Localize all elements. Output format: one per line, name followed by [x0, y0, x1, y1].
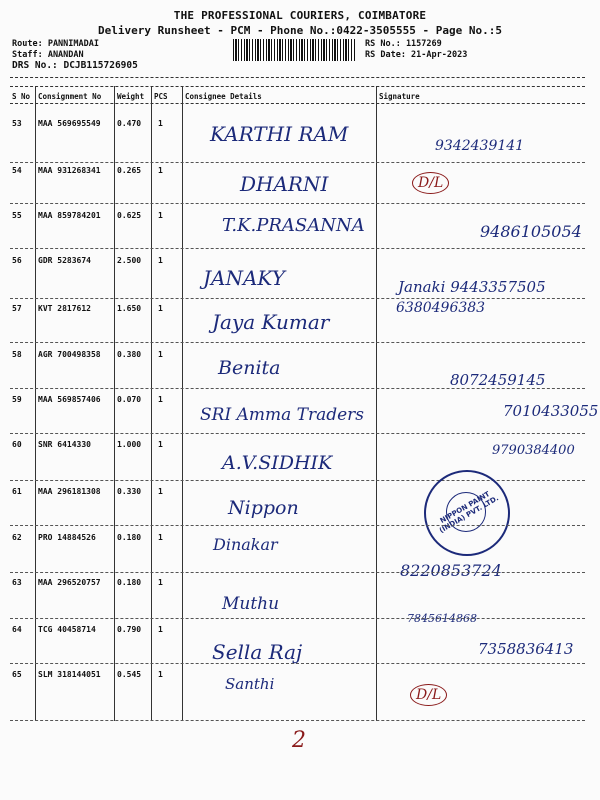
row-divider [10, 525, 585, 526]
row-divider [10, 480, 585, 481]
row-weight: 2.500 [117, 256, 142, 265]
row-weight: 0.790 [117, 625, 142, 634]
row-weight: 0.265 [117, 166, 142, 175]
row-pcs: 1 [158, 304, 163, 313]
row-consignee: SRI Amma Traders [200, 405, 365, 425]
row-consignee: T.K.PRASANNA [222, 215, 365, 236]
row-divider [10, 248, 585, 249]
row-sno: 59 [12, 395, 22, 404]
row-consignee: Jaya Kumar [212, 310, 330, 334]
row-sno: 64 [12, 625, 22, 634]
row-weight: 0.625 [117, 211, 142, 220]
row-consignee: Benita [218, 357, 281, 379]
column-divider [35, 86, 36, 721]
column-divider [182, 86, 183, 721]
row-consignment: MAA 296181308 [38, 487, 101, 496]
row-consignee: Santhi [225, 675, 275, 693]
row-sno: 65 [12, 670, 22, 679]
row-sno: 56 [12, 256, 22, 265]
row-divider [10, 388, 585, 389]
row-pcs: 1 [158, 487, 163, 496]
row-consignee: Sella Raj [212, 640, 303, 664]
route-label: Route: PANNIMADAI [12, 39, 99, 49]
row-consignee: Muthu [222, 594, 280, 614]
row-weight: 0.380 [117, 350, 142, 359]
col-header-consignee: Consignee Details [185, 92, 262, 101]
row-sno: 54 [12, 166, 22, 175]
row-signature: 6380496383 [396, 300, 486, 316]
row-pcs: 1 [158, 119, 163, 128]
row-weight: 0.180 [117, 533, 142, 542]
row-signature: 9486105054 [480, 222, 582, 241]
row-weight: 0.180 [117, 578, 142, 587]
row-consignment: GDR 5283674 [38, 256, 91, 265]
row-weight: 0.545 [117, 670, 142, 679]
row-consignment: MAA 569857406 [38, 395, 101, 404]
col-header-signature: Signature [379, 92, 420, 101]
drs-number: DRS No.: DCJB115726905 [12, 60, 138, 71]
col-header-weight: Weight [117, 92, 145, 101]
barcode-image [233, 39, 355, 61]
row-sno: 63 [12, 578, 22, 587]
row-divider [10, 162, 585, 163]
col-header-consignment: Consignment No [38, 92, 102, 101]
row-divider [10, 572, 585, 573]
column-divider [376, 86, 377, 721]
table-bottom-border [10, 720, 585, 721]
column-divider [151, 86, 152, 721]
row-signature: D/L [410, 684, 447, 706]
table-top-border [10, 86, 585, 87]
header-divider [10, 77, 585, 78]
row-divider [10, 298, 585, 299]
row-pcs: 1 [158, 533, 163, 542]
header-row-border [10, 103, 585, 104]
row-signature: Janaki 9443357505 [398, 278, 546, 296]
row-sno: 60 [12, 440, 22, 449]
row-signature: 7845614868 [407, 612, 477, 625]
handwritten-page-mark: 2 [292, 728, 306, 753]
row-consignment: TCG 40458714 [38, 625, 96, 634]
row-signature: D/L [412, 172, 449, 194]
row-pcs: 1 [158, 256, 163, 265]
staff-label: Staff: ANANDAN [12, 50, 84, 60]
rs-number: RS No.: 1157269 [365, 39, 442, 49]
row-pcs: 1 [158, 670, 163, 679]
row-consignment: MAA 296520757 [38, 578, 101, 587]
row-divider [10, 342, 585, 343]
row-pcs: 1 [158, 440, 163, 449]
row-consignment: KVT 2817612 [38, 304, 91, 313]
row-pcs: 1 [158, 578, 163, 587]
row-weight: 1.650 [117, 304, 142, 313]
row-sno: 61 [12, 487, 22, 496]
column-divider [114, 86, 115, 721]
row-sno: 53 [12, 119, 22, 128]
row-sno: 62 [12, 533, 22, 542]
company-stamp [424, 470, 510, 556]
company-title: THE PROFESSIONAL COURIERS, COIMBATORE [173, 9, 427, 22]
row-consignment: SLM 318144051 [38, 670, 101, 679]
row-weight: 1.000 [117, 440, 142, 449]
row-signature: 7358836413 [478, 640, 574, 658]
row-pcs: 1 [158, 350, 163, 359]
row-consignment: AGR 700498358 [38, 350, 101, 359]
row-consignment: MAA 569695549 [38, 119, 101, 128]
row-sno: 57 [12, 304, 22, 313]
row-signature: 8220853724 [400, 561, 502, 580]
row-consignee: Nippon [228, 497, 299, 519]
row-consignment: PRO 14884526 [38, 533, 96, 542]
row-signature: 7010433055 [503, 402, 599, 420]
row-weight: 0.330 [117, 487, 142, 496]
row-pcs: 1 [158, 395, 163, 404]
stamp-text: NIPPON PAINT (INDIA) PVT. LTD. [437, 490, 501, 535]
row-consignment: MAA 859784201 [38, 211, 101, 220]
row-signature: 9790384400 [492, 443, 575, 458]
row-consignee: A.V.SIDHIK [222, 452, 333, 474]
runsheet-subtitle: Delivery Runsheet - PCM - Phone No.:0422-3505555 - Page No.:5 [98, 24, 502, 37]
row-divider [10, 203, 585, 204]
row-divider [10, 663, 585, 664]
row-divider [10, 433, 585, 434]
row-consignment: SNR 6414330 [38, 440, 91, 449]
row-consignee: Dinakar [213, 535, 278, 554]
row-weight: 0.470 [117, 119, 142, 128]
col-header-pcs: PCS [154, 92, 168, 101]
row-sno: 55 [12, 211, 22, 220]
row-signature: 9342439141 [435, 138, 525, 154]
row-weight: 0.070 [117, 395, 142, 404]
row-sno: 58 [12, 350, 22, 359]
row-pcs: 1 [158, 211, 163, 220]
row-pcs: 1 [158, 625, 163, 634]
row-signature: 8072459145 [450, 371, 546, 389]
row-consignment: MAA 931268341 [38, 166, 101, 175]
row-divider [10, 618, 585, 619]
rs-date: RS Date: 21-Apr-2023 [365, 50, 468, 60]
row-consignee: JANAKY [203, 266, 286, 290]
row-consignee: KARTHI RAM [210, 122, 349, 146]
row-pcs: 1 [158, 166, 163, 175]
col-header-sno: S No [12, 92, 31, 101]
row-consignee: DHARNI [240, 172, 329, 196]
